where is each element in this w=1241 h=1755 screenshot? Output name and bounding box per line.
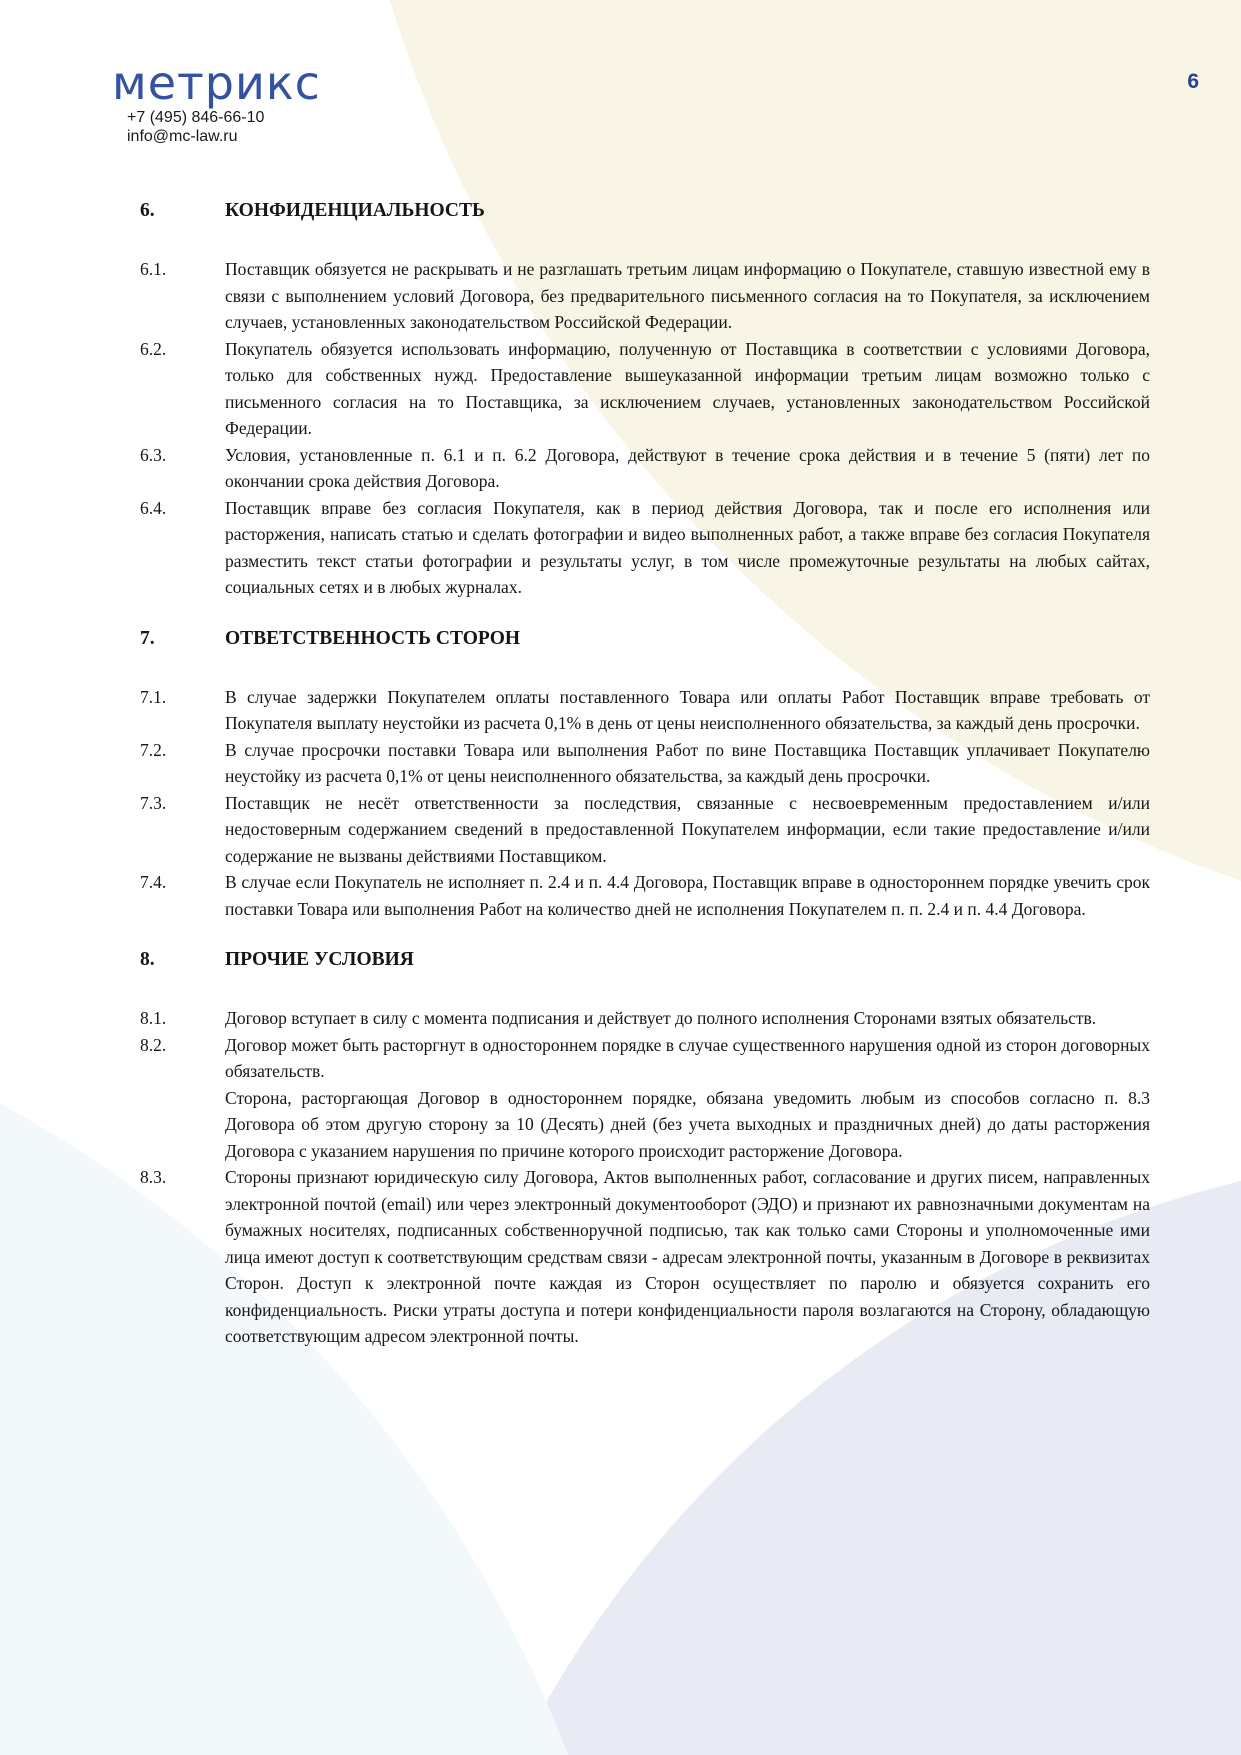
clause-number: 7.3. [140,792,167,813]
clause-text: В случае задержки Покупателем оплаты поставленного Товара или оплаты Работ Поставщик вправе требовать от Покупателя выплату неустойки из расчета 0,1% в день от цены неисполненного обязательства, за каждый день просрочки. [225,686,1150,733]
clause-8-2 [140,1032,1150,1165]
section-confidentiality [140,198,1150,601]
clause-number: 6.1. [140,259,167,279]
clause-number: 6.2. [140,338,167,359]
clause-6-4 [140,495,1150,601]
clause-text: Условия, установленные п. 6.1 и п. 6.2 Договора, действуют в течение срока действия и в течение 5 (пяти) лет по окончании срока действия Договора. [225,444,1150,491]
clause-number: 7.2. [140,739,167,760]
clause-text: В случае просрочки поставки Товара или выполнения Работ по вине Поставщика Поставщик уплачивает Покупателю неустойку из расчета 0,1% от цены неисполненного обязательства, за каждый день просрочки. [225,739,1150,786]
section-liability [140,626,1150,923]
clause-8-3 [140,1164,1150,1350]
phone-number: +7 (495) 846-66-10 [127,109,265,126]
section-heading [140,198,1150,224]
section-title: ОТВЕТСТВЕННОСТЬ СТОРОН [225,627,521,649]
section-title: ПРОЧИЕ УСЛОВИЯ [225,949,414,970]
clause-6-1 [140,256,1150,336]
company-logo: метрикс [112,56,321,110]
section-title: КОНФИДЕНЦИАЛЬНОСТЬ [225,200,485,221]
clause-number: 6.3. [140,444,167,465]
section-number: 8. [140,949,155,970]
contract-body [140,198,1150,1350]
clause-7-3 [140,790,1150,870]
clause-number: 8.3. [140,1167,167,1187]
clause-text: Поставщик не несёт ответственности за последствия, связанные с несвоевременным предоставлением и/или недостоверным содержанием сведений в предоставленной Покупателем информации, если такие предоставление и/или содержание не вызваны действиями Поставщиком. [225,792,1150,866]
section-number: 7. [140,627,155,649]
section-heading [140,947,1150,973]
clause-8-1 [140,1005,1150,1032]
clause-text: Сторона, расторгающая Договор в одностороннем порядке, обязана уведомить любым из способов согласно п. 8.3 Договора об этом другую сторону за 10 (Десять) дней (без учета выходных и праздничных дней) до даты расторжения Договора с указанием нарушения по причине которого происходит расторжение Договора. [225,1087,1150,1161]
clause-number: 8.2. [140,1034,167,1055]
clause-7-1 [140,684,1150,737]
clause-number: 8.1. [140,1008,167,1028]
clause-number: 7.4. [140,872,167,892]
clause-text: Покупатель обязуется использовать информацию, полученную от Поставщика в соответствии с условиями Договора, только для собственных нужд. Предоставление вышеуказанной информации третьим лицам возможно только с письменного согласия на то Поставщика, за исключением случаев, установленных законодательством Российской Федерации. [225,338,1150,438]
clause-6-3 [140,442,1150,495]
clause-number: 6.4. [140,497,167,518]
contact-block [127,108,264,146]
section-other-terms [140,947,1150,1350]
section-heading [140,626,1150,652]
clause-6-2 [140,336,1150,442]
clause-text: Договор может быть расторгнут в одностороннем порядке в случае существенного нарушения одной из сторон договорных обязательств. [225,1034,1150,1081]
clause-text: Стороны признают юридическую силу Договора, Актов выполненных работ, согласование и других писем, направленных электронной почтой (email) или через электронный документооборот (ЭДО) и признают их равнозначными документам на бумажных носителях, подписанных собственноручной подписью, так как только сами Стороны и уполномоченные ими лица имеют доступ к соответствующим средствам связи - адресам электронной почты, указанным в Договоре в реквизитах Сторон. Доступ к электронной почте каждая из Сторон осуществляет по паролю и обязуется сохранить его конфиденциальность. Риски утраты доступа и потери конфиденциальности пароля возлагаются на Сторону, обладающую соответствующим адресом электронной почты. [225,1167,1150,1346]
clause-text: В случае если Покупатель не исполняет п. 2.4 и п. 4.4 Договора, Поставщик вправе в одностороннем порядке увечить срок поставки Товара или выполнения Работ на количество дней не исполнения Покупателем п. п. 2.4 и п. 4.4 Договора. [225,872,1150,919]
clause-7-2 [140,737,1150,790]
clause-text: Поставщик вправе без согласия Покупателя, как в период действия Договора, так и после его исполнения или расторжения, написать статью и сделать фотографии и видео выполненных работ, а также вправе без согласия Покупателя разместить текст статьи фотографии и результаты услуг, в том числе промежуточные результаты на любых сайтах, социальных сетях и в любых журналах. [225,497,1150,597]
clause-number: 7.1. [140,686,167,707]
clause-text: Договор вступает в силу с момента подписания и действует до полного исполнения Сторонами взятых обязательств. [225,1008,1097,1028]
clause-text: Поставщик обязуется не раскрывать и не разглашать третьим лицам информацию о Покупателе, ставшую известной ему в связи с выполнением условий Договора, без предварительного письменного согласия на то Покупателя, за исключением случаев, установленных законодательством Российской Федерации. [225,259,1150,332]
page-number: 6 [1187,70,1199,93]
email-address: info@mc-law.ru [127,128,238,145]
clause-7-4 [140,869,1150,922]
section-number: 6. [140,200,155,221]
